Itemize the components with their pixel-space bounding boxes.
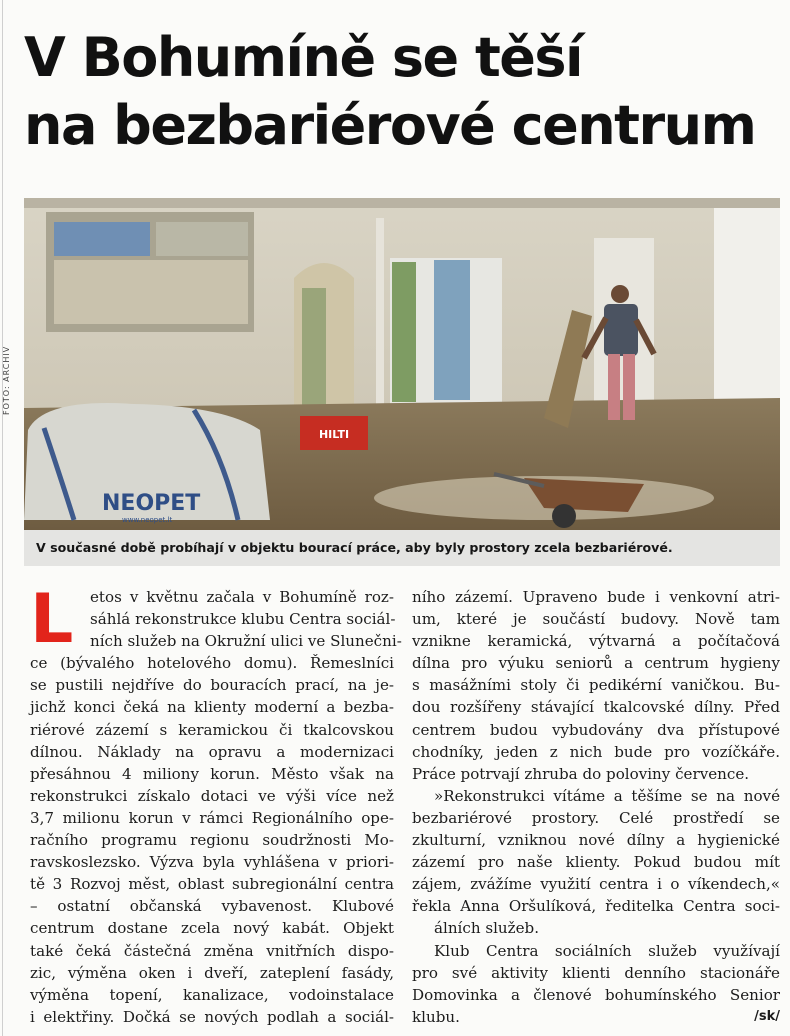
text-line: chodníky, jeden z nich bude pro vozíčkáře. <box>412 742 780 761</box>
text-line: zic, výměna oken i dveří, zateplení fasády, <box>30 963 394 982</box>
article-headline <box>24 24 784 160</box>
text-line: přesáhnou 4 miliony korun. Město však na <box>30 764 394 783</box>
text-line: jichž konci čeká na klienty moderní a bezba- <box>30 698 394 717</box>
text-line: centrum dostane zcela nový kabát. Objekt <box>30 919 394 938</box>
text-line: ních služeb na Okružní ulici ve Slunečni- <box>90 632 402 651</box>
text-line: i elektřiny. Dočká se nových podlah a sociál- <box>30 1007 394 1026</box>
headline-line-1: V Bohumíně se těší <box>24 26 583 89</box>
text-line: etos v květnu začala v Bohumíně roz- <box>90 588 394 606</box>
text-line: výměna topení, kanalizace, vodoinstalace <box>30 985 394 1004</box>
text-line: se pustili nejdříve do bouracích prací, na je- <box>30 676 394 695</box>
text-line: dílna pro výuku seniorů a centrum hygieny <box>412 654 780 673</box>
text-line: pro své aktivity klienti denního stacionáře <box>412 963 780 982</box>
text-line: zkulturní, vzniknou nové dílny a hygienické <box>412 831 780 850</box>
text-line: s masážními stoly či pedikérní vaničkou. Bu- <box>412 676 780 695</box>
case-brand-label: HILTI <box>318 428 350 441</box>
article-photo <box>24 198 780 530</box>
photo-caption: V současné době probíhají v objektu bourací práce, aby byly prostory zcela bezbariérové. <box>24 530 780 566</box>
final-line <box>412 1006 780 1028</box>
text-line: tě 3 Rozvoj měst, oblast subregionální centra <box>30 875 394 894</box>
text-line: zájem, zvážíme využití centra i o víkendech,« <box>412 875 780 894</box>
drop-cap: L <box>30 580 74 659</box>
text-line: ního zázemí. Upraveno bude i venkovní atri- <box>412 588 780 606</box>
bag-url-label: www.neopet.lt <box>122 516 173 524</box>
page-edge-rule <box>2 0 3 1036</box>
text-line: dílnou. Náklady na opravu a modernizaci <box>30 742 394 761</box>
construction-site-illustration <box>24 198 780 530</box>
text-line: řekla Anna Oršulíková, ředitelka Centra soci- <box>412 897 780 916</box>
photo-credit: FOTO: ARCHIV <box>2 345 11 415</box>
text-line: Domovinka a členové bohumínského Senior <box>412 985 780 1004</box>
text-line: bezbariérové prostory. Celé prostředí se <box>412 808 780 827</box>
blue-door <box>434 260 470 400</box>
text-line: vznikne keramická, výtvarná a počítačová <box>412 632 780 651</box>
headline-line-2: na bezbariérové centrum <box>24 94 756 157</box>
text-line: dou rozšířeny stávající tkalcovské dílny. Před <box>412 698 780 717</box>
text-line: klubu. <box>412 1007 460 1026</box>
text-line: račního programu regionu soudržnosti Mo- <box>30 831 394 850</box>
text-line: sáhlá rekonstrukce klubu Centra sociál- <box>90 610 396 629</box>
author-signature: /sk/ <box>754 1008 780 1024</box>
text-line: »Rekonstrukci vítáme a těšíme se na nové <box>434 786 780 805</box>
text-line: ravskoslezsko. Výzva byla vyhlášena v priori- <box>30 853 394 872</box>
text-line: Klub Centra sociálních služeb využívají <box>434 941 780 960</box>
text-line: álních služeb. <box>434 919 539 938</box>
text-line: zázemí pro naše klienty. Pokud budou mít <box>412 853 780 872</box>
bag-brand-label: NEOPET <box>102 491 201 516</box>
text-line: rekonstrukci získalo dotaci ve výši více než <box>30 786 394 805</box>
text-line: riérové zázemí s keramickou či tkalcovskou <box>30 720 394 739</box>
text-line: centrem budou vybudovány dva přístupové <box>412 720 780 739</box>
text-line: Práce potrvají zhruba do poloviny července. <box>412 764 750 783</box>
text-line: také čeká částečná změna vnitřních dispo- <box>30 941 394 960</box>
text-line: um, které je součástí budovy. Nově tam <box>412 610 780 629</box>
text-line: – ostatní občanská vybavenost. Klubové <box>30 897 394 916</box>
article-column-left <box>30 580 402 1028</box>
window-pane <box>54 222 150 256</box>
article-column-right <box>412 586 780 1028</box>
text-line: 3,7 milionu korun v rámci Regionálního ope- <box>30 808 394 827</box>
text-line: ce (bývalého hotelového domu). Řemeslníci <box>30 654 394 673</box>
